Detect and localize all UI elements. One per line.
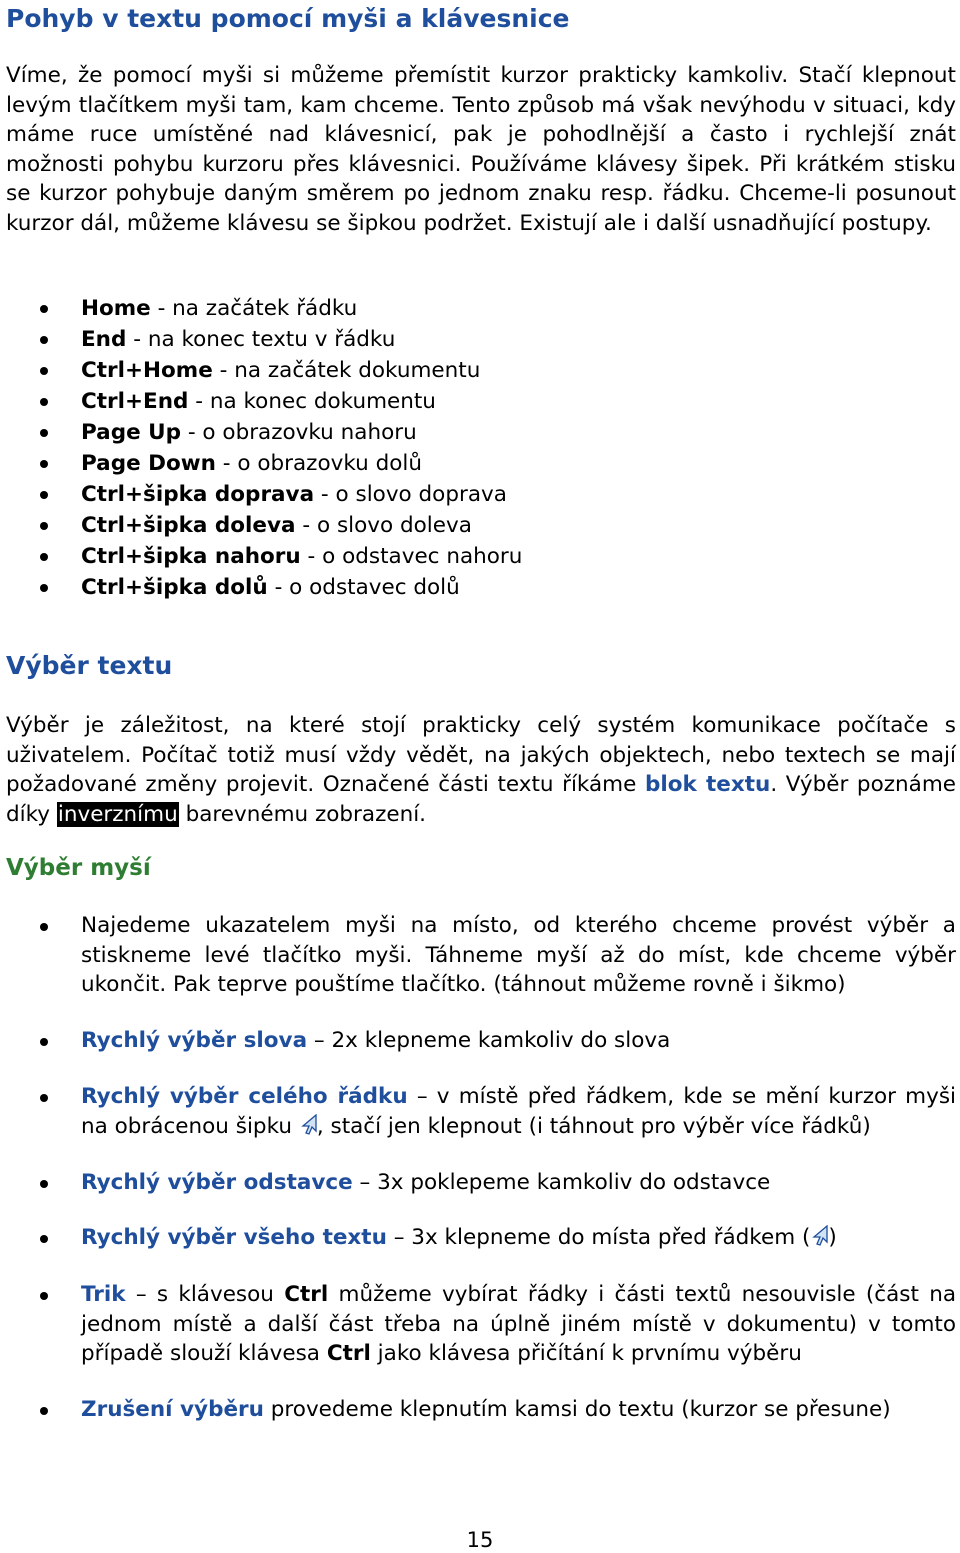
key-name: Ctrl bbox=[284, 1282, 329, 1307]
bullet-icon bbox=[40, 398, 48, 406]
bullet-icon bbox=[40, 522, 48, 530]
text-run: . Výběr poznáme díky bbox=[6, 772, 956, 827]
reverse-arrow-cursor-icon bbox=[299, 1114, 317, 1136]
key-description: - na začátek dokumentu bbox=[212, 358, 481, 383]
bullet-icon bbox=[40, 429, 48, 437]
key-description: - o odstavec nahoru bbox=[300, 544, 523, 569]
key-name: Ctrl+End bbox=[81, 389, 189, 414]
item-label: Rychlý výběr slova bbox=[81, 1028, 308, 1053]
key-description: - na konec textu v řádku bbox=[126, 327, 396, 352]
list-item bbox=[0, 1026, 960, 1056]
key-shortcut-list bbox=[0, 293, 522, 603]
item-label: Rychlý výběr všeho textu bbox=[81, 1225, 387, 1250]
key-name: Home bbox=[81, 296, 151, 321]
list-item bbox=[0, 1223, 960, 1253]
bullet-icon bbox=[40, 584, 48, 592]
key-name: Page Down bbox=[81, 451, 216, 476]
bullet-icon bbox=[40, 1038, 48, 1046]
bullet-icon bbox=[40, 491, 48, 499]
key-name: End bbox=[81, 327, 127, 352]
intro-paragraph: Víme, že pomocí myši si můžeme přemístit kurzor prakticky kamkoliv. Stačí klepnout levým tlačítkem myši tam, kam chceme. Tento způsob má však nevýhodu v situaci, kdy máme ruce umístěné nad klávesnicí, pak je pohodlnější a často i rychlejší znát možnosti pohybu kurzoru přes klávesnici. Používáme klávesy šipek. Při krátkém stisku se kurzor pohybuje daným směrem po jednom znaku resp. řádku. Chceme-li posunout kurzor dál, můžeme klávesu se šipkou podržet. Existují ale i další usnadňující postupy. bbox=[6, 63, 956, 236]
item-text bbox=[81, 1395, 956, 1425]
list-item bbox=[0, 355, 522, 386]
list-item bbox=[0, 911, 960, 1000]
bullet-icon bbox=[40, 336, 48, 344]
highlight-term: blok textu bbox=[644, 772, 771, 797]
list-item bbox=[0, 324, 522, 355]
bullet-icon bbox=[40, 1292, 48, 1300]
item-text bbox=[81, 1280, 956, 1369]
list-item bbox=[0, 510, 522, 541]
bullet-icon bbox=[40, 1180, 48, 1188]
list-item bbox=[0, 386, 522, 417]
item-label: Zrušení výběru bbox=[81, 1397, 264, 1422]
item-body: – 3x klepneme do místa před řádkem ( bbox=[386, 1225, 811, 1250]
item-body: ) bbox=[828, 1225, 837, 1250]
key-name: Ctrl+šipka nahoru bbox=[81, 544, 301, 569]
bullet-icon bbox=[40, 460, 48, 468]
item-body: , stačí jen klepnout (i táhnout pro výběr více řádků) bbox=[316, 1113, 871, 1139]
key-name: Ctrl+Home bbox=[81, 358, 213, 383]
bullet-icon bbox=[40, 305, 48, 313]
key-name: Ctrl+šipka doleva bbox=[81, 513, 296, 538]
item-body: – v místě před řádkem, kde se mění kurzor myši na obrácenou šipku bbox=[81, 1084, 957, 1139]
section-heading-selection: Výběr textu bbox=[6, 651, 173, 680]
list-item bbox=[0, 293, 522, 324]
key-description: - o obrazovku dolů bbox=[215, 451, 422, 476]
item-body: – 2x klepneme kamkoliv do slova bbox=[307, 1028, 671, 1053]
item-label: Rychlý výběr celého řádku bbox=[81, 1084, 408, 1109]
bullet-icon bbox=[40, 1094, 48, 1102]
list-item bbox=[0, 479, 522, 510]
key-description: - o obrazovku nahoru bbox=[181, 420, 417, 445]
item-text bbox=[81, 1223, 956, 1253]
bullet-icon bbox=[40, 1235, 48, 1243]
list-item bbox=[0, 448, 522, 479]
item-text bbox=[81, 1026, 956, 1056]
item-body: – s klávesou bbox=[125, 1282, 285, 1307]
item-body: provedeme klepnutím kamsi do textu (kurzor se přesune) bbox=[263, 1397, 891, 1422]
selection-paragraph bbox=[6, 711, 956, 829]
text-run: Výběr je záležitost, na které stojí prakticky celý systém komunikace počítače s uživatelem. Počítač totiž musí vždy vědět, na jakých objektech, nebo textech se mají požadované změny projevit. Označené části textu říkáme bbox=[6, 713, 956, 797]
key-name: Ctrl bbox=[326, 1341, 371, 1366]
bullet-icon bbox=[40, 1407, 48, 1415]
list-item bbox=[0, 1395, 960, 1425]
bullet-icon bbox=[40, 923, 48, 931]
list-item bbox=[0, 1280, 960, 1369]
item-text bbox=[81, 1082, 956, 1141]
text-run: barevnému zobrazení. bbox=[178, 801, 427, 827]
item-body: jako klávesa přičítání k prvnímu výběru bbox=[370, 1341, 802, 1366]
page-number: 15 bbox=[466, 1528, 494, 1552]
item-text: Najedeme ukazatelem myši na místo, od kterého chceme provést výběr a stiskneme levé tlačítko myši. Táhneme myší až do míst, kde chceme výběr ukončit. Pak teprve pouštíme tlačítko. (táhnout můžeme rovně i šikmo) bbox=[81, 913, 956, 997]
bullet-icon bbox=[40, 367, 48, 375]
item-label: Trik bbox=[81, 1282, 126, 1307]
reverse-arrow-cursor-icon bbox=[810, 1225, 828, 1247]
key-description: - o slovo doleva bbox=[295, 513, 472, 538]
list-item bbox=[0, 1168, 960, 1198]
bullet-icon bbox=[40, 553, 48, 561]
item-body: můžeme vybírat řádky i části textů nesouvisle (část na jednom místě a další část třeba na úplně jiném místě v dokumentu) v tomto případě slouží klávesa bbox=[81, 1282, 956, 1366]
key-description: - na konec dokumentu bbox=[188, 389, 436, 414]
key-description: - na začátek řádku bbox=[150, 296, 358, 321]
inverse-term: inverznímu bbox=[57, 801, 178, 827]
list-item bbox=[0, 417, 522, 448]
item-label: Rychlý výběr odstavce bbox=[81, 1170, 353, 1195]
item-text bbox=[81, 1168, 956, 1198]
key-name: Page Up bbox=[81, 420, 181, 445]
item-body: – 3x poklepeme kamkoliv do odstavce bbox=[352, 1170, 771, 1195]
key-description: - o slovo doprava bbox=[314, 482, 507, 507]
list-item bbox=[0, 572, 522, 603]
list-item bbox=[0, 1082, 960, 1141]
list-item bbox=[0, 541, 522, 572]
page-title: Pohyb v textu pomocí myši a klávesnice bbox=[6, 4, 570, 33]
key-description: - o odstavec dolů bbox=[267, 575, 460, 600]
section-heading-mouse: Výběr myší bbox=[6, 855, 151, 881]
key-name: Ctrl+šipka dolů bbox=[81, 575, 268, 600]
key-name: Ctrl+šipka doprava bbox=[81, 482, 315, 507]
